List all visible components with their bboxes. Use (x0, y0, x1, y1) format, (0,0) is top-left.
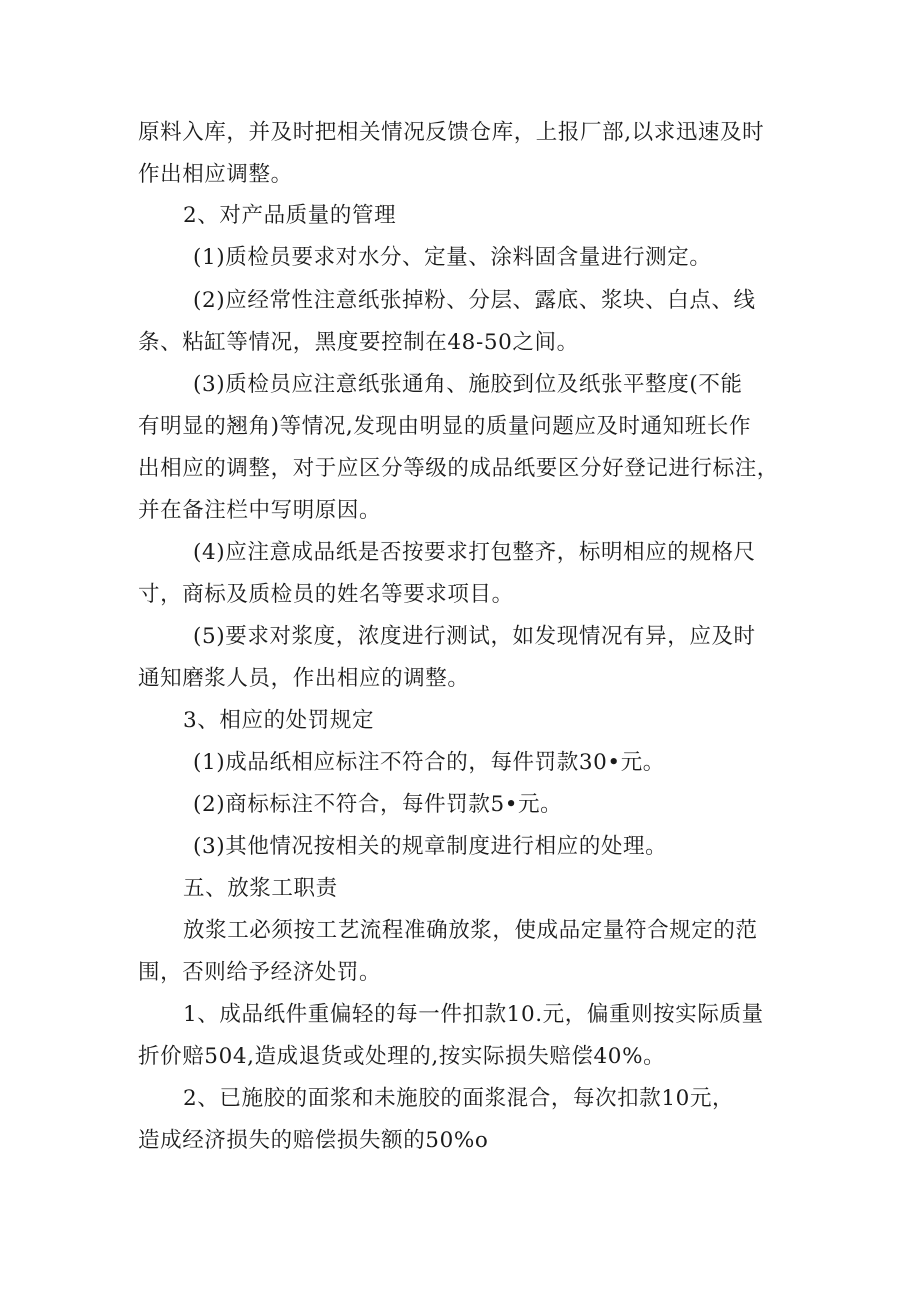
text-line: (3)其他情况按相关的规章制度进行相应的处理。 (193, 834, 668, 859)
text-line: 折价赔504,造成退货或处理的,按实际损失赔偿40%。 (138, 1044, 666, 1069)
text-line: (3)质检员应注意纸张通角、施胶到位及纸张平整度(不能 (193, 372, 743, 397)
section-heading: 2、对产品质量的管理 (183, 203, 397, 228)
text-line: 原料入库，并及时把相关情况反馈仓库，上报厂部,以求迅速及时 (138, 120, 765, 145)
text-line: 出相应的调整，对于应区分等级的成品纸要区分好登记进行标注， (138, 456, 779, 481)
text-line: (4)应注意成品纸是否按要求打包整齐，标明相应的规格尺 (193, 540, 756, 565)
text-line: 作出相应调整。 (138, 162, 293, 187)
text-line: (2)商标标注不符合，每件罚款5•元。 (193, 792, 563, 817)
text-line: (1)成品纸相应标注不符合的，每件罚款30•元。 (193, 750, 665, 775)
text-line: 围，否则给予经济处罚。 (138, 960, 382, 985)
text-line: 有明显的翘角)等情况,发现由明显的质量问题应及时通知班长作 (138, 414, 752, 439)
text-line: 并在备注栏中写明原因。 (138, 498, 382, 523)
text-line: 放浆工必须按工艺流程准确放浆，使成品定量符合规定的范 (183, 918, 758, 943)
text-line: 造成经济损失的赔偿损失额的50%o (138, 1128, 489, 1153)
text-line: 通知磨浆人员，作出相应的调整。 (138, 666, 470, 691)
text-line: 1、成品纸件重偏轻的每一件扣款10.元，偏重则按实际质量 (183, 1002, 764, 1027)
text-line: 2、已施胶的面浆和未施胶的面浆混合，每次扣款10元， (183, 1086, 735, 1111)
text-line: (2)应经常性注意纸张掉粉、分层、露底、浆块、白点、线 (193, 288, 756, 313)
text-line: (5)要求对浆度，浓度进行测试，如发现情况有异，应及时 (193, 624, 756, 649)
section-heading: 五、放浆工职责 (183, 876, 338, 901)
text-line: (1)质检员要求对水分、定量、涂料固含量进行测定。 (193, 245, 712, 270)
text-line: 条、粘缸等情况，黑度要控制在48-50之间。 (138, 330, 579, 355)
text-line: 寸，商标及质检员的姓名等要求项目。 (138, 582, 514, 607)
section-heading: 3、相应的处罚规定 (183, 708, 375, 733)
